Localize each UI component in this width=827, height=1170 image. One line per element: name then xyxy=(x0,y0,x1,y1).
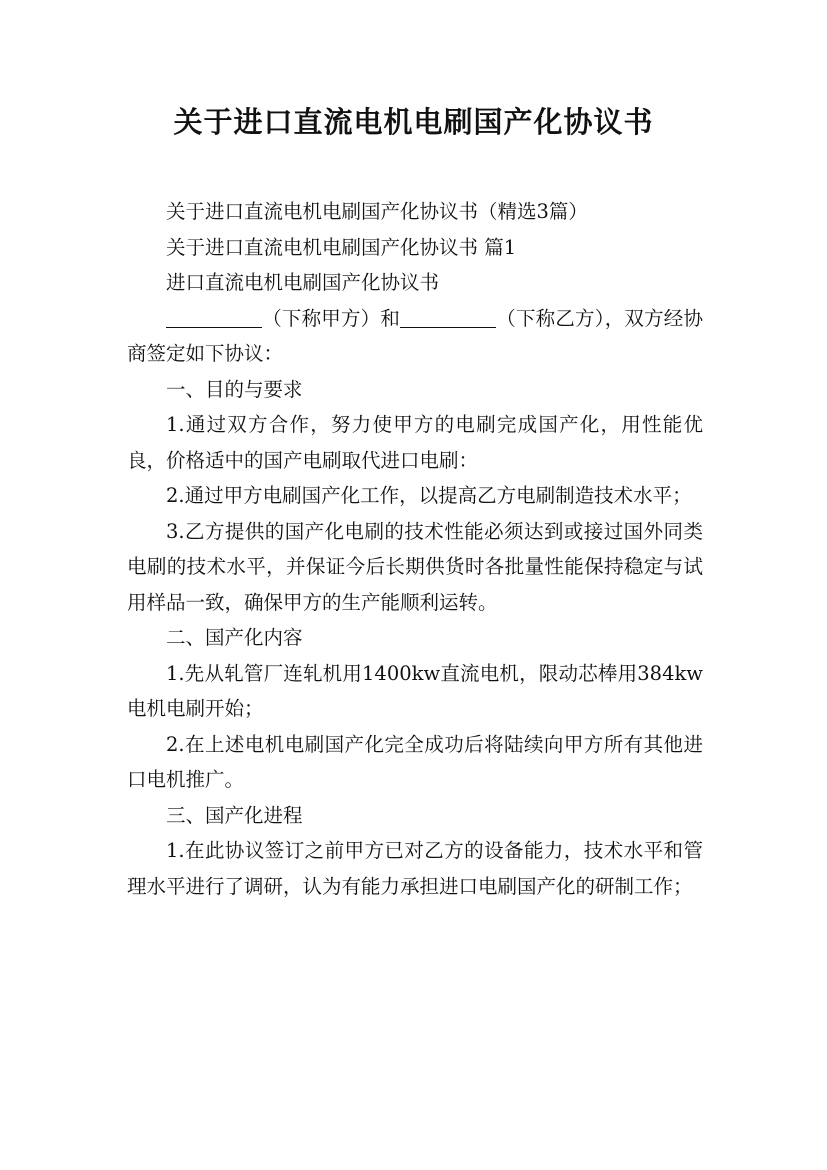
paragraph-parties xyxy=(127,301,703,372)
party-b-text: （下称乙方），双方经协商签定如下协议： xyxy=(127,306,703,365)
clause-2-1: 1.先从轧管厂连轧机用1400kw直流电机，限动芯棒用384kw电机电刷开始； xyxy=(127,661,703,720)
clause-1-3: 3.乙方提供的国产化电刷的技术性能必须达到或接过国外同类电刷的技术水平，并保证今后长期供货时各批量性能保持稳定与试用样品一致，确保甲方的生产能顺利运转。 xyxy=(127,519,703,614)
paragraph-part-heading: 关于进口直流电机电刷国产化协议书 篇1 xyxy=(166,235,517,259)
document-title: 关于进口直流电机电刷国产化协议书 xyxy=(173,105,654,139)
section-heading-1: 一、目的与要求 xyxy=(166,377,303,401)
clause-1-2: 2.通过甲方电刷国产化工作，以提高乙方电刷制造技术水平； xyxy=(166,484,692,507)
document-body xyxy=(127,194,703,904)
clause-3-1: 1.在此协议签订之前甲方已对乙方的设备能力，技术水平和管理水平进行了调研，认为有能力承担进口电刷国产化的研制工作； xyxy=(127,839,703,898)
paragraph-agreement-name: 进口直流电机电刷国产化协议书 xyxy=(166,271,440,294)
section-heading-2: 二、国产化内容 xyxy=(166,626,303,649)
party-b-blank xyxy=(400,308,496,328)
section-heading-3: 三、国产化进程 xyxy=(166,803,303,827)
paragraph-subtitle: 关于进口直流电机电刷国产化协议书（精选3篇） xyxy=(166,200,588,223)
clause-1-1: 1.通过双方合作，努力使甲方的电刷完成国产化，用性能优良，价格适中的国产电刷取代进口电刷： xyxy=(127,413,703,472)
clause-2-2: 2.在上述电机电刷国产化完全成功后将陆续向甲方所有其他进口电机推广。 xyxy=(127,732,703,791)
party-a-text: （下称甲方）和 xyxy=(262,306,401,330)
party-a-blank xyxy=(166,308,262,328)
